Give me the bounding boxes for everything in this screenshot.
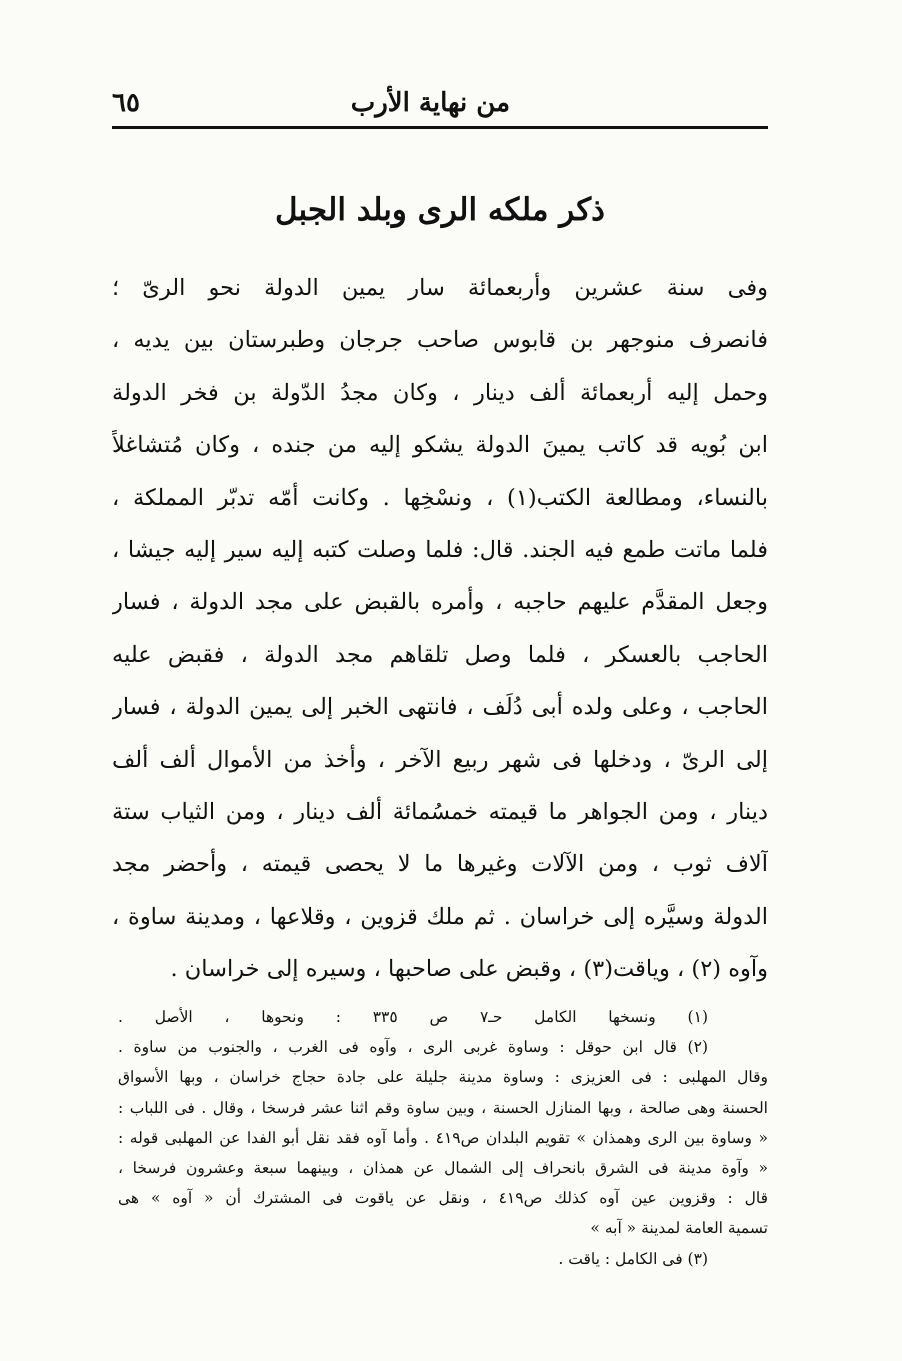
body-text	[112, 262, 768, 996]
body-line: الحاجب بالعسكر ، فلما وصل تلقاهم مجد الدولة ، فقبض عليه	[112, 641, 768, 668]
footnote-line: « وآوة مدينة فى الشرق بانحراف إلى الشمال عن همذان ، وبينهما سبعة وعشرون فرسخا ،	[118, 1159, 768, 1178]
body-line: بالنساء، ومطالعة الكتب(١) ، ونسْخِها . وكانت أمّه تدبّر المملكة ،	[112, 484, 768, 511]
running-title: من نهاية الأرب	[350, 88, 510, 118]
body-line: فلما ماتت طمع فيه الجند. قال: فلما وصلت كتبه إليه سير إليه جيشا ،	[112, 537, 768, 564]
footnote-line: « وساوة بين الرى وهمذان » تقويم البلدان ص٤١٩ . وأما آوه فقد نقل أبو الفدا عن المهلبى قوله :	[118, 1128, 768, 1147]
page-header	[112, 82, 768, 126]
header-rule	[112, 126, 768, 129]
body-line: دينار ، ومن الجواهر ما قيمته خمسُمائة ألف دينار ، ومن الثياب ستة	[112, 799, 768, 826]
body-line: إلى الرىّ ، ودخلها فى شهر ربيع الآخر ، وأخذ من الأموال ألف ألف	[112, 746, 768, 773]
body-line: وآوه (٢) ، وياقت(٣) ، وقبض على صاحبها ، وسيره إلى خراسان .	[170, 956, 768, 983]
body-line: وفى سنة عشرين وأربعمائة سار يمين الدولة نحو الرىّ ؛	[112, 275, 768, 301]
body-line: آلاف ثوب ، ومن الآلات وغيرها ما لا يحصى قيمته ، وأحضر مجد	[112, 851, 768, 878]
section-title: ذكر ملكه الرى وبلد الجبل	[275, 192, 605, 228]
footnote-line: تسمية العامة لمدينة « آبه »	[590, 1219, 768, 1238]
body-line: وجعل المقدَّم عليهم حاجبه ، وأمره بالقبض على مجد الدولة ، فسار	[112, 589, 768, 616]
footnote-line: قال : وقزوين عين آوه كذلك ص٤١٩ ، ونقل عن ياقوت فى المشترك أن « آوه » هى	[118, 1189, 768, 1208]
footnote-line: (١) ونسخها الكامل حـ٧ ص ٣٣٥ : ونحوها ، الأصل .	[118, 1008, 708, 1026]
body-line: وحمل إليه أربعمائة ألف دينار ، وكان مجدُ الدّولة بن فخر الدولة	[112, 379, 768, 406]
body-line: فانصرف منوجهر بن قابوس صاحب جرجان وطبرستان بين يديه ،	[112, 327, 768, 354]
body-line: ابن بُويه قد كاتب يمينَ الدولة يشكو إليه من جنده ، وكان مُتشاغلاً	[112, 432, 768, 459]
page-number: ٦٥	[112, 88, 140, 118]
body-line: الدولة وسيَّره إلى خراسان . ثم ملك قزوين ، وقلاعها ، ومدينة ساوة ،	[112, 903, 768, 930]
body-line: الحاجب ، وعلى ولده أبى دُلَف ، فانتهى الخبر إلى يمين الدولة ، فسار	[112, 694, 768, 721]
footnote-line: (٢) قال ابن حوقل : وساوة غربى الرى ، وآوه فى الغرب ، والجنوب من ساوة .	[118, 1038, 708, 1057]
footnote-line: (٣) فى الكامل : ياقت .	[558, 1249, 708, 1268]
footnote-line: وقال المهلبى : فى العزيزى : وساوة مدينة جليلة على جادة حجاج خراسان ، وبها الأسواق	[118, 1068, 768, 1087]
footnote-line: الحسنة وهى صالحة ، وبها المنازل الحسنة ، وبين ساوة وقم اثنا عشر فرسخا ، وقال . فى اللباب :	[118, 1098, 768, 1117]
footnotes	[118, 1002, 768, 1274]
